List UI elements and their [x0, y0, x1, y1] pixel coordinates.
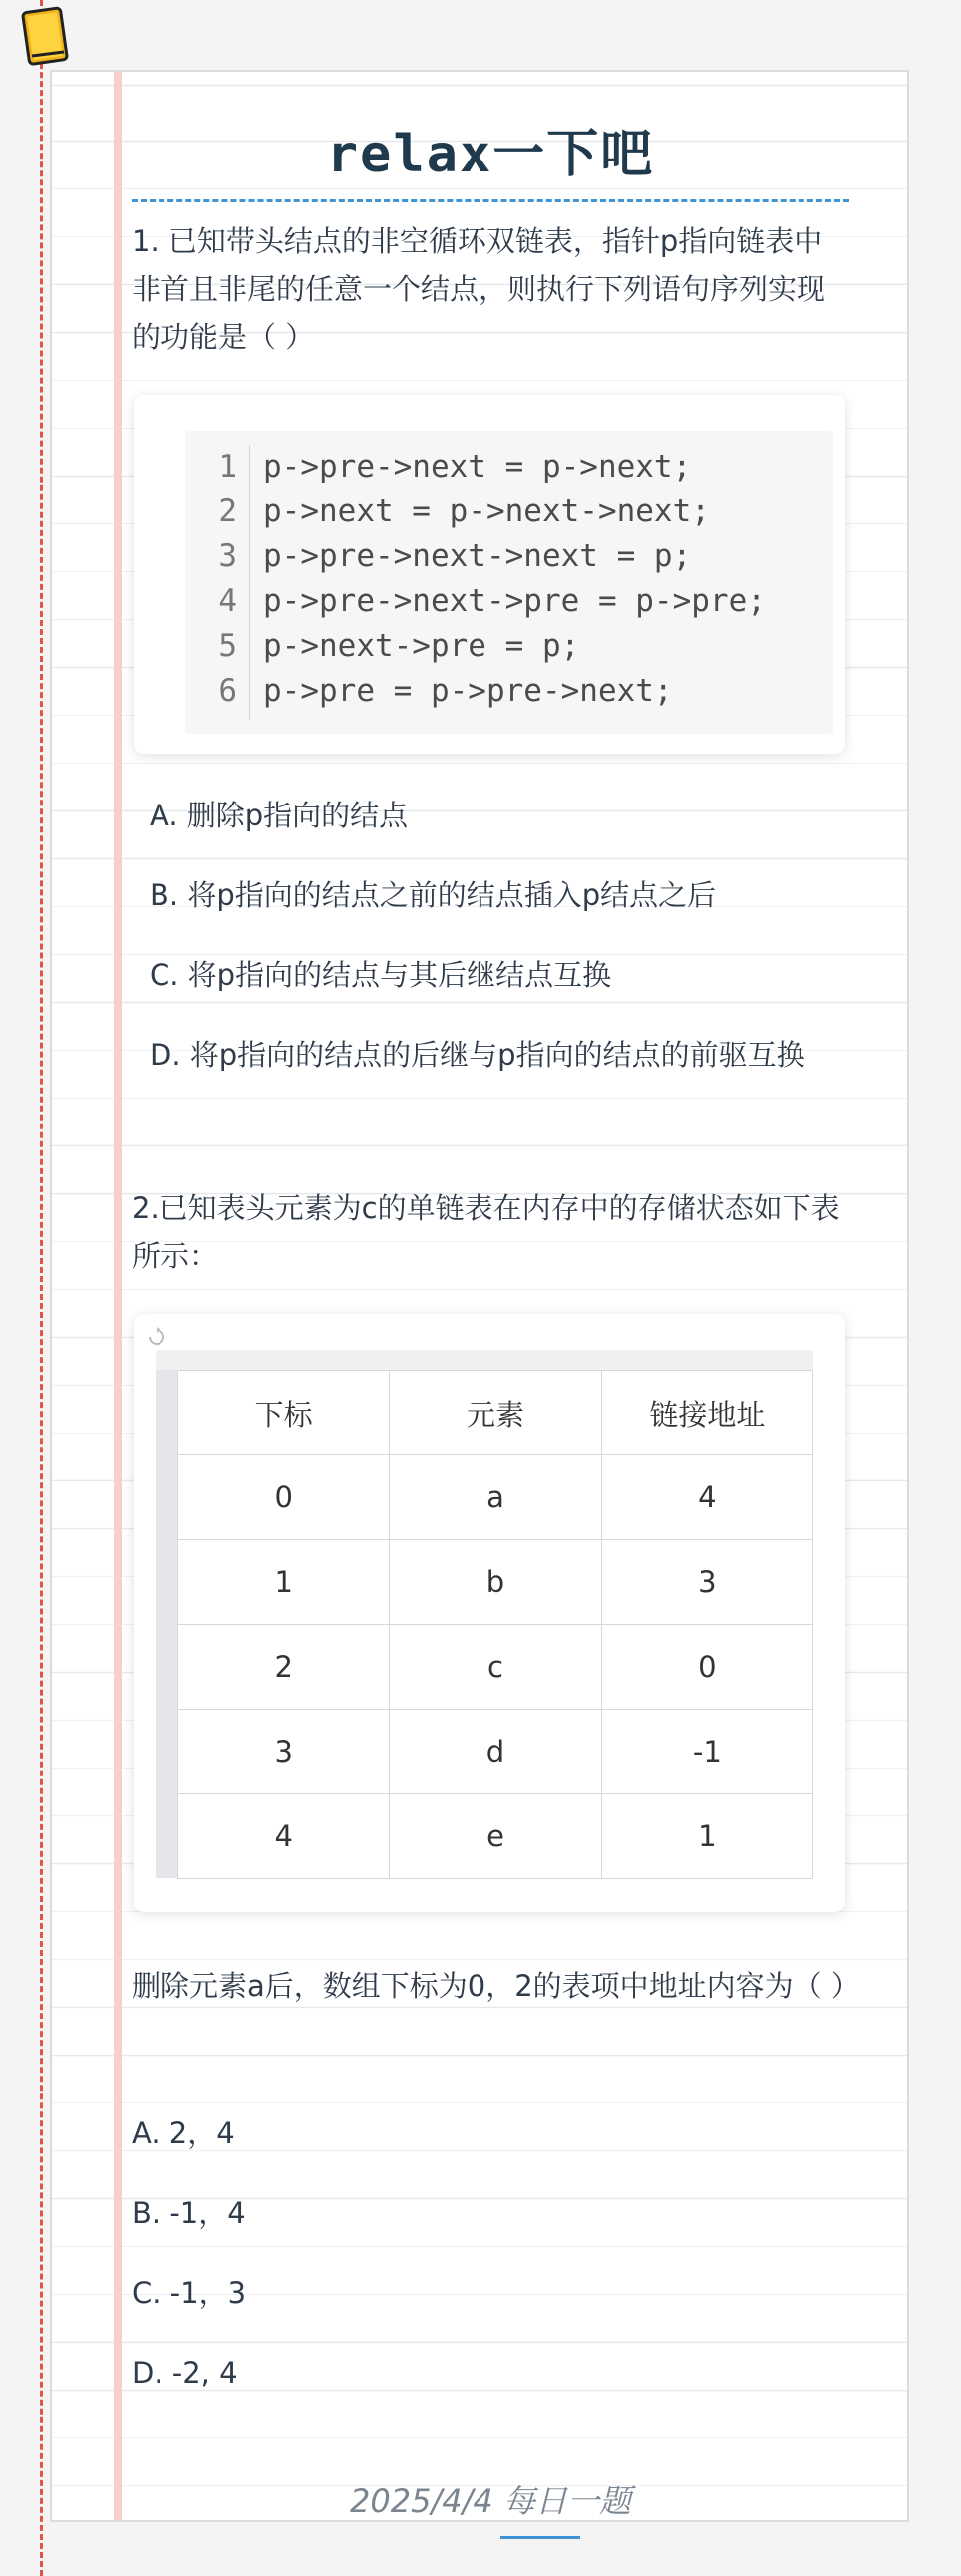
question-2-option-b[interactable]: B. -1，4: [132, 2196, 246, 2230]
table-cell: d: [390, 1710, 601, 1794]
table-cell: 1: [178, 1540, 390, 1625]
code-line-text: p->pre = p->pre->next;: [263, 673, 673, 709]
table-cell: -1: [601, 1710, 812, 1794]
code-line: [185, 489, 833, 534]
code-line-text: p->pre->next->next = p;: [263, 538, 692, 574]
table-cell: 0: [601, 1625, 812, 1710]
code-line: [185, 445, 833, 489]
question-1-option-a[interactable]: A. 删除p指向的结点: [150, 799, 409, 832]
table-cell: 3: [601, 1540, 812, 1625]
page-title: relax一下吧: [326, 125, 655, 184]
code-line-text: p->next->pre = p;: [263, 628, 580, 664]
code-line-number: 5: [218, 628, 237, 664]
code-line-number: 4: [218, 583, 237, 619]
table-row: [178, 1540, 813, 1625]
question-1-option-b[interactable]: B. 将p指向的结点之前的结点插入p结点之后: [150, 878, 717, 912]
code-line-number: 6: [218, 673, 237, 709]
question-2-option-c[interactable]: C. -1，3: [132, 2276, 247, 2310]
table-header-cell: 下标: [178, 1371, 390, 1455]
table-row: [178, 1710, 813, 1794]
table-row: [178, 1794, 813, 1879]
question-1-option-d[interactable]: D. 将p指向的结点的后继与p指向的结点的前驱互换: [150, 1038, 805, 1072]
question-2-text: 2.已知表头元素为c的单链表在内存中的存储状态如下表所示：: [132, 1191, 840, 1273]
code-line-number: 1: [218, 449, 237, 484]
table-row: [178, 1625, 813, 1710]
title-dashed-underline: [132, 199, 849, 202]
linked-list-table: [177, 1370, 813, 1879]
notebook-paper: [50, 70, 909, 2522]
table-header-cell: 链接地址: [601, 1371, 812, 1455]
table-frame: [156, 1350, 813, 1878]
table-cell: 4: [601, 1455, 812, 1540]
footer-date-underline: [500, 2536, 580, 2539]
table-cell: 3: [178, 1710, 390, 1794]
table-cell: 0: [178, 1455, 390, 1540]
code-card: [134, 395, 845, 754]
footer-date: 2025/4/4 每日一题: [350, 2482, 631, 2520]
table-left-strip: [156, 1370, 177, 1878]
table-header-row: [178, 1371, 813, 1455]
table-cell: e: [390, 1794, 601, 1879]
table-header-cell: 元素: [390, 1371, 601, 1455]
code-line: [185, 534, 833, 579]
notebook-icon: [20, 6, 72, 68]
table-cell: 2: [178, 1625, 390, 1710]
code-block: [185, 431, 833, 734]
paper-margin-rule: [114, 72, 122, 2520]
margin-dashed-line: [40, 0, 43, 2576]
question-1-text: 1. 已知带头结点的非空循环双链表，指针p指向链表中非首且非尾的任意一个结点，则执行下列语句序列实现的功能是（ ）: [132, 224, 826, 354]
code-line: [185, 624, 833, 669]
question-1-option-c[interactable]: C. 将p指向的结点与其后继结点互换: [150, 958, 612, 992]
code-line-text: p->next = p->next->next;: [263, 493, 710, 529]
table-cell: c: [390, 1625, 601, 1710]
table-cell: 4: [178, 1794, 390, 1879]
question-2-option-a[interactable]: A. 2，4: [132, 2116, 235, 2150]
question-2-option-d[interactable]: D. -2, 4: [132, 2356, 238, 2390]
table-row: [178, 1455, 813, 1540]
table-cell: 1: [601, 1794, 812, 1879]
code-line-text: p->pre->next = p->next;: [263, 449, 692, 484]
rotate-icon: [146, 1326, 167, 1348]
code-line-number: 3: [218, 538, 237, 574]
table-cell: b: [390, 1540, 601, 1625]
table-cell: a: [390, 1455, 601, 1540]
code-line-number: 2: [218, 493, 237, 529]
code-line: [185, 669, 833, 714]
code-line-text: p->pre->next->pre = p->pre;: [263, 583, 766, 619]
question-2-prompt: 删除元素a后，数组下标为0，2的表项中地址内容为（ ）: [132, 1969, 860, 2003]
table-image-card: [134, 1314, 845, 1912]
code-line: [185, 579, 833, 624]
